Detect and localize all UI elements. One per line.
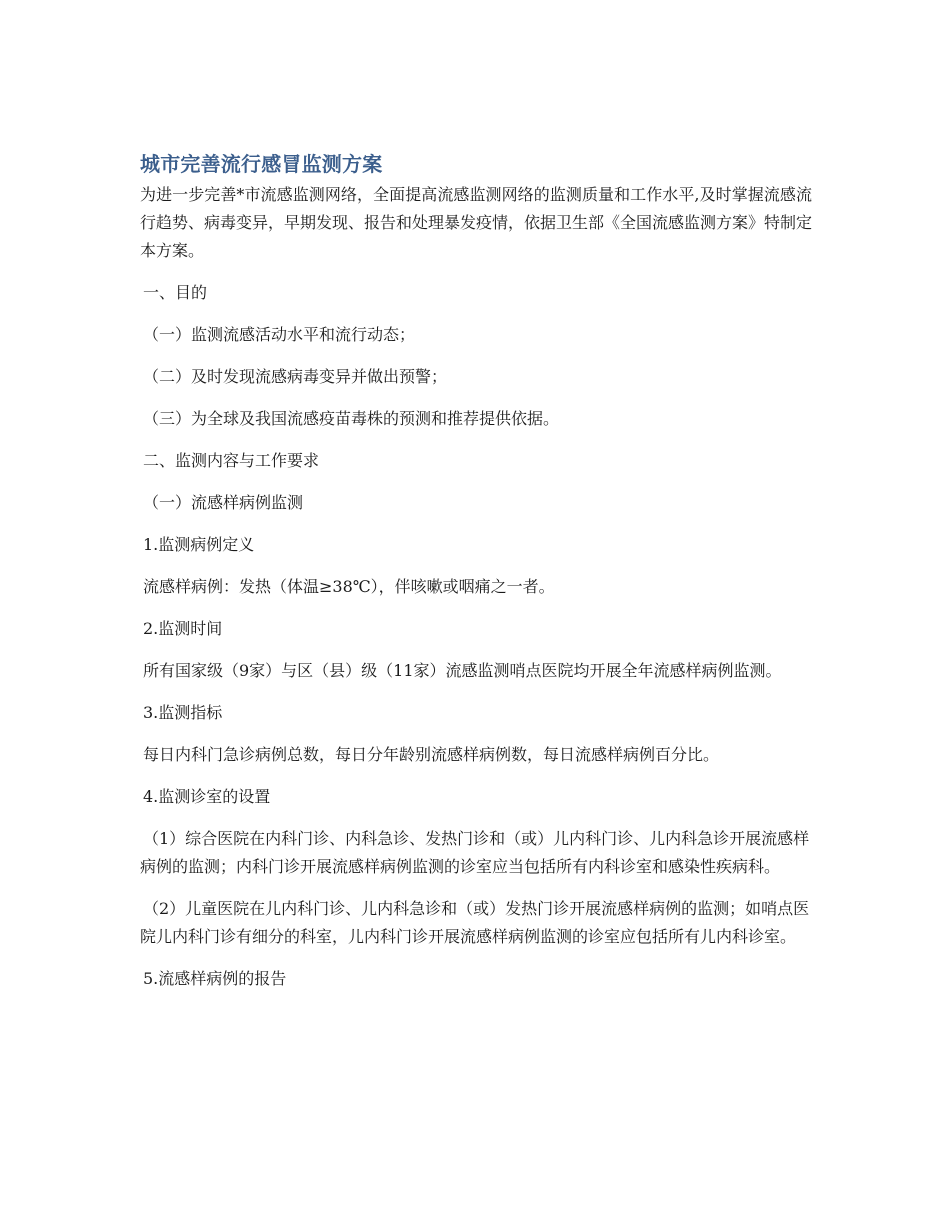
document-title: 城市完善流行感冒监测方案 (140, 152, 383, 176)
indicators-text: 每日内科门急诊病例总数，每日分年龄别流感样病例数，每日流感样病例百分比。 (143, 745, 720, 764)
clinic-setup-children-hospital: （2）儿童医院在儿内科门诊、儿内科急诊和（或）发热门诊开展流感样病例的监测；如哨点医院儿内科门诊有细分的科室，儿内科门诊开展流感样病例监测的诊室应包括所有儿内科诊室。 (140, 899, 810, 946)
item-heading-time: 2.监测时间 (143, 619, 223, 638)
case-definition-text: 流感样病例：发热（体温≥38℃），伴咳嗽或咽痛之一者。 (143, 577, 555, 596)
item-heading-clinic-setup: 4.监测诊室的设置 (143, 787, 271, 806)
document-page (140, 148, 812, 1007)
purpose-item-1: （一）监测流感活动水平和流行动态； (143, 325, 416, 344)
monitoring-time-text: 所有国家级（9家）与区（县）级（11家）流感监测哨点医院均开展全年流感样病例监测。 (143, 661, 782, 680)
intro-paragraph: 为进一步完善*市流感监测网络，全面提高流感监测网络的监测质量和工作水平,及时掌握流感流行趋势、病毒变异，早期发现、报告和处理暴发疫情，依据卫生部《全国流感监测方案》特制定本方案。 (140, 185, 813, 260)
clinic-setup-general-hospital: （1）综合医院在内科门诊、内科急诊、发热门诊和（或）儿内科门诊、儿内科急诊开展流感样病例的监测；内科门诊开展流感样病例监测的诊室应当包括所有内科诊室和感染性疾病科。 (140, 829, 810, 876)
item-heading-indicators: 3.监测指标 (143, 703, 223, 722)
purpose-item-2: （二）及时发现流感病毒变异并做出预警； (143, 367, 448, 386)
item-heading-reporting: 5.流感样病例的报告 (143, 969, 287, 988)
purpose-item-3: （三）为全球及我国流感疫苗毒株的预测和推荐提供依据。 (143, 409, 560, 428)
item-heading-case-definition: 1.监测病例定义 (143, 535, 255, 554)
section-heading-content: 二、监测内容与工作要求 (143, 451, 320, 470)
section-heading-purpose: 一、目的 (143, 283, 208, 302)
subsection-heading-ili: （一）流感样病例监测 (143, 493, 304, 512)
